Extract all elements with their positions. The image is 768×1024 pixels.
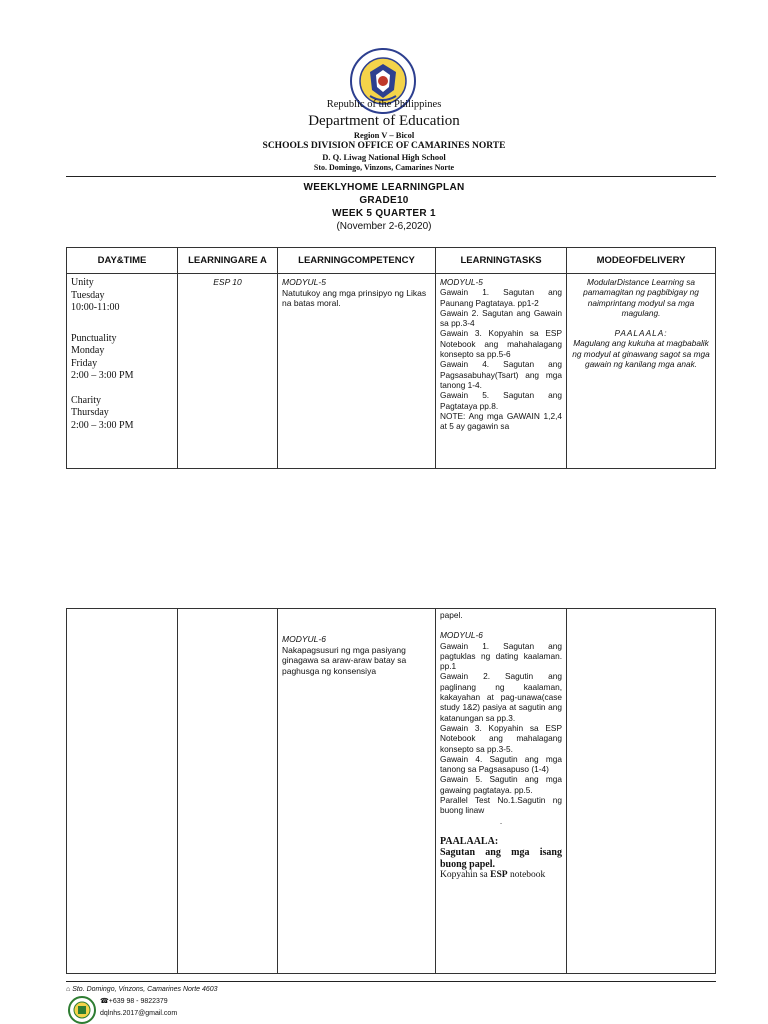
region-line: Region V – Bicol xyxy=(353,130,415,140)
task-item: Gawain 4. Sagutin ang mga tanong sa Pagsasapuso (1-4) xyxy=(440,753,562,775)
task-item: Gawain 2. Sagutin ang paglinang ng kaalaman, kakayahan at pag-unawa(case study 1&2) pasiya at sagutin ang katanungan sa pp.3. xyxy=(440,671,562,723)
mode-note-text: Magulang ang kukuha at magbabalik ng modyul at ginawang sagot sa mga gawain ng kanilang mga anak. xyxy=(572,338,710,370)
paalaala-last-line xyxy=(440,870,562,880)
last-line-pre: Kopyahin sa xyxy=(440,870,491,881)
header-learning-competency: LEARNINGCOMPETENCY xyxy=(278,248,436,274)
task-item: Gawain 1. Sagutan ang pagtuklas ng dating kaalaman. pp.1 xyxy=(440,640,562,672)
footer xyxy=(66,984,218,1020)
paalaala-title: PAALAALA: xyxy=(440,835,499,847)
mode-cell xyxy=(567,609,716,974)
footer-divider xyxy=(66,981,716,982)
last-line-post: notebook xyxy=(507,870,546,881)
task-item: Gawain 5. Sagutan ang Pagtataya pp.8. xyxy=(440,390,562,411)
learning-area-cell: ESP 10 xyxy=(178,274,278,469)
department-title: Department of Education xyxy=(308,113,460,129)
schedule-line: 2:00 – 3:00 PM xyxy=(71,370,134,381)
table-row xyxy=(67,609,716,974)
competency-cell xyxy=(278,274,436,469)
header-learning-tasks: LEARNINGTASKS xyxy=(436,248,567,274)
school-name: D. Q. Liwag National High School xyxy=(322,152,446,162)
table-row xyxy=(67,274,716,469)
schedule-line: 2:00 – 3:00 PM xyxy=(71,419,134,431)
task-dot: . xyxy=(499,815,503,826)
task-item: Gawain 3. Kopyahin sa ESP Notebook ang mahalagang konsepto sa pp.3-5. xyxy=(440,722,562,754)
footer-phone-text: +639 98 - 9822379 xyxy=(108,998,168,1005)
plan-week: WEEK 5 QUARTER 1 xyxy=(332,208,436,219)
task-item: Gawain 4. Sagutan ang Pagsasabuhay(Tsart) ang mga tanong 1-4. xyxy=(440,359,562,390)
tasks-module: MODYUL-5 xyxy=(440,277,483,287)
learning-plan-table xyxy=(66,247,716,469)
header-learning-area: LEARNINGARE A xyxy=(178,248,278,274)
schedule-line: Friday xyxy=(71,357,98,369)
competency-cell xyxy=(278,609,436,974)
schedule-line: Tuesday xyxy=(71,289,105,301)
schedule-line: Thursday xyxy=(71,407,109,418)
header-day-time: DAY&TIME xyxy=(67,248,178,274)
division-line: SCHOOLS DIVISION OFFICE OF CAMARINES NORTE xyxy=(262,141,506,151)
plan-dates: (November 2-6,2020) xyxy=(336,221,432,232)
schedule-line: Unity xyxy=(71,277,94,288)
table-header-row xyxy=(67,248,716,274)
tasks-carry-over: papel. xyxy=(440,610,463,620)
competency-module: MODYUL-6 xyxy=(282,634,326,644)
task-item: Parallel Test No.1.Sagutin ng buong linaw xyxy=(440,795,562,816)
last-line-bold: ESP xyxy=(490,870,508,881)
mode-note-title: PAALAALA: xyxy=(614,328,668,339)
paalaala-text: Sagutan ang mga isang buong papel. xyxy=(440,847,562,870)
republic-line: Republic of the Philippines xyxy=(326,99,442,110)
schedule-cell xyxy=(67,274,178,469)
task-item: NOTE: Ang mga GAWAIN 1,2,4 at 5 ay gagawin sa xyxy=(440,410,562,432)
location-icon: ⌂ xyxy=(66,986,71,993)
tasks-module: MODYUL-6 xyxy=(440,630,483,641)
tasks-cell xyxy=(436,609,567,974)
competency-module: MODYUL-5 xyxy=(282,277,326,287)
school-address: Sto. Domingo, Vinzons, Camarines Norte xyxy=(313,163,455,172)
footer-email[interactable] xyxy=(66,1008,218,1020)
tasks-cell xyxy=(436,274,567,469)
phone-icon: ☎ xyxy=(100,998,109,1005)
header-divider xyxy=(66,176,716,177)
footer-address xyxy=(66,984,218,996)
schedule-line: Monday xyxy=(71,345,105,356)
schedule-cell xyxy=(67,609,178,974)
task-item: Gawain 5. Sagutin ang mga gawaing pagtataya. pp.5. xyxy=(440,774,562,795)
schedule-line: 10:00-11:00 xyxy=(71,302,120,313)
mode-text: ModularDistance Learning sa pamamagitan ng pagbibigay ng naimprintang modyul sa mga magulang. xyxy=(583,277,699,318)
task-item: Gawain 1. Sagutan ang Paunang Pagtataya. pp1-2 xyxy=(440,287,562,308)
footer-email-text[interactable]: dqlnhs.2017@gmail.com xyxy=(100,1010,178,1017)
schedule-line: Charity xyxy=(71,394,101,406)
mode-cell xyxy=(567,274,716,469)
task-item: Gawain 3. Kopyahin sa ESP Notebook ang mahahalagang konsepto sa pp.5-6 xyxy=(440,328,562,360)
learning-area-cell xyxy=(178,609,278,974)
footer-address-text: Sto. Domingo, Vinzons, Camarines Norte 4603 xyxy=(72,986,218,993)
plan-grade: GRADE10 xyxy=(359,195,409,206)
task-item: Gawain 2. Sagutan ang Gawain sa pp.3-4 xyxy=(440,307,562,329)
competency-text: Natutukoy ang mga prinsipyo ng Likas na batas moral. xyxy=(282,287,427,308)
header-mode-of-delivery: MODEOFDELIVERY xyxy=(567,248,716,274)
plan-title: WEEKLYHOME LEARNINGPLAN xyxy=(303,182,465,193)
footer-phone xyxy=(66,996,218,1008)
learning-plan-table-continued xyxy=(66,608,716,974)
schedule-line: Punctuality xyxy=(71,332,117,344)
competency-text: Nakapagsusuri ng mga pasiyang ginagawa sa araw-araw batay sa paghusga ng konsensiya xyxy=(282,644,407,676)
